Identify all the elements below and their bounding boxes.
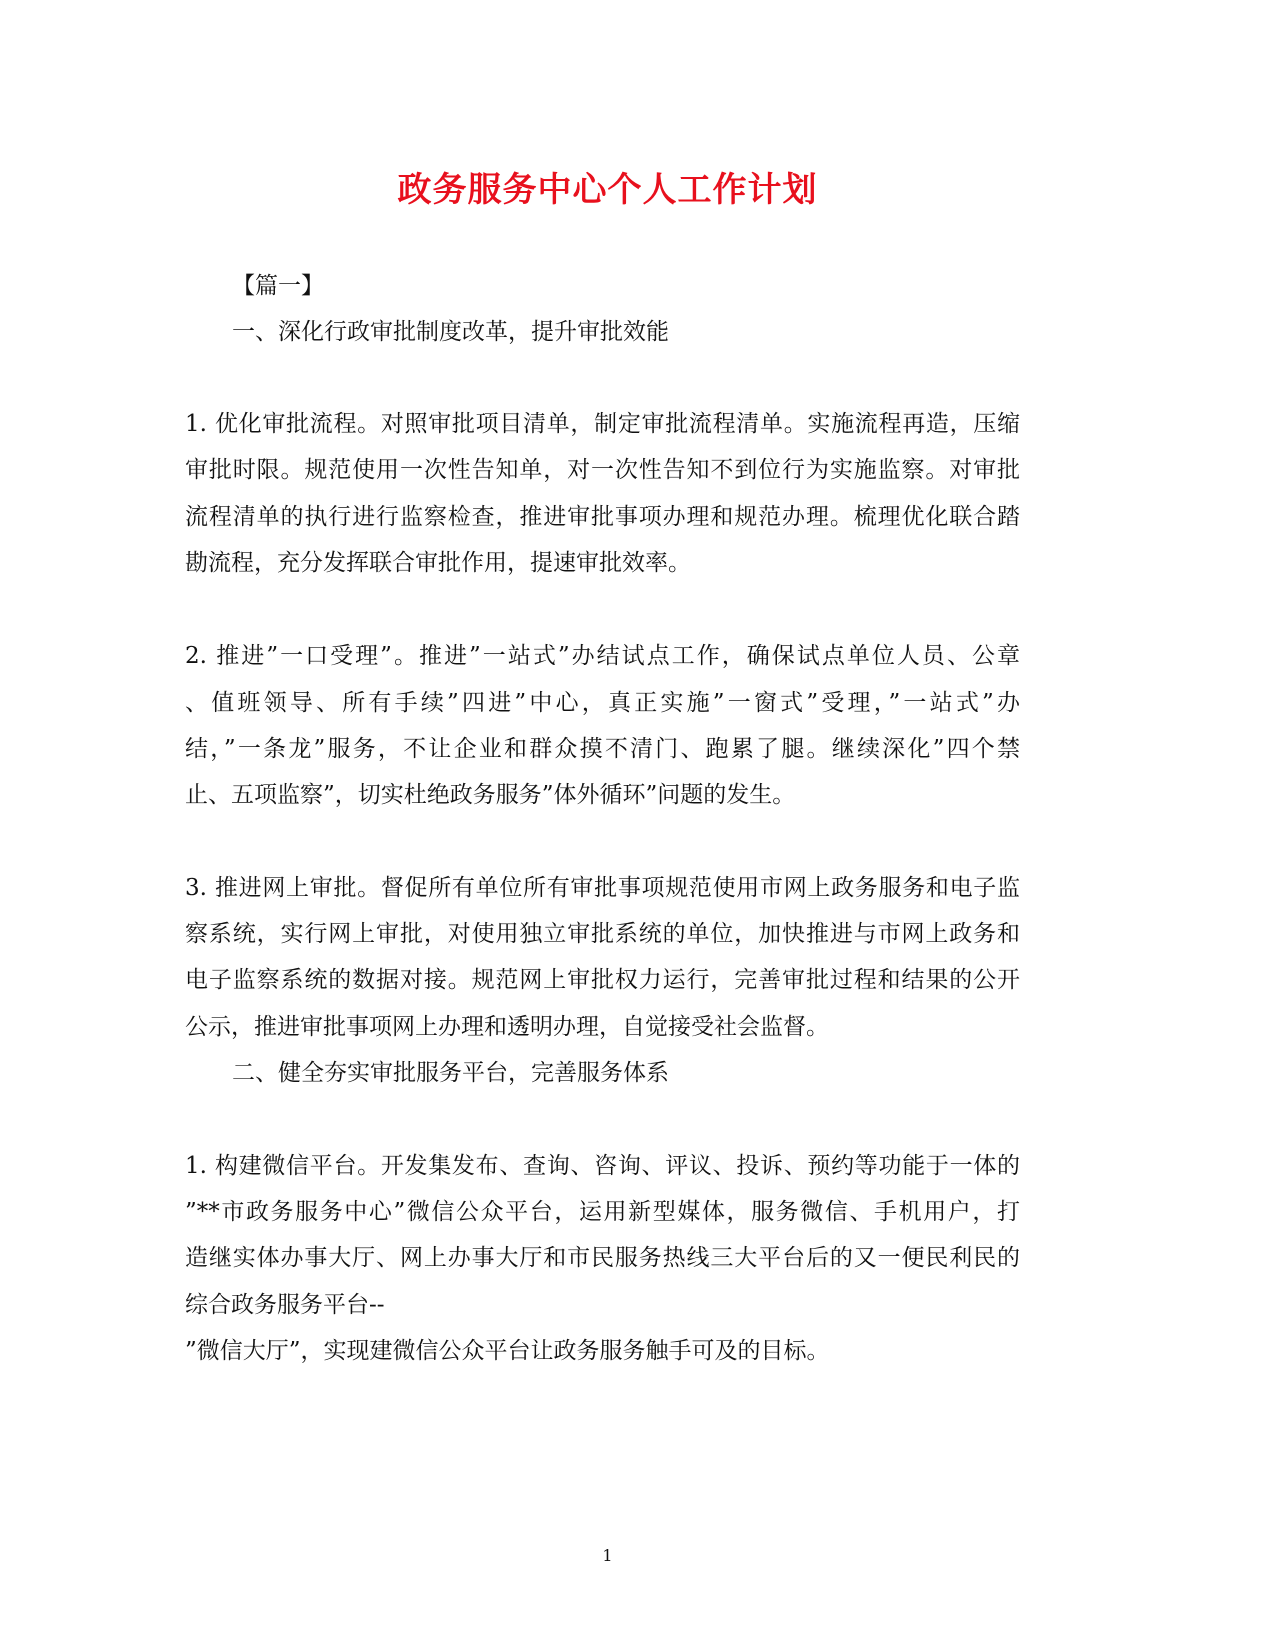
paragraph-line: 审批时限。规范使用一次性告知单，对一次性告知不到位行为实施监察。对审批 bbox=[185, 457, 1020, 483]
paragraph-line: 3. 推进网上审批。督促所有单位所有审批事项规范使用市网上政务服务和电子监 bbox=[185, 875, 1020, 901]
paragraph-line: 公示，推进审批事项网上办理和透明办理，自觉接受社会监督。 bbox=[185, 1014, 829, 1040]
paragraph-line: 勘流程，充分发挥联合审批作用，提速审批效率。 bbox=[185, 550, 691, 576]
paragraph-line: 流程清单的执行进行监察检查，推进审批事项办理和规范办理。梳理优化联合踏 bbox=[185, 504, 1020, 530]
paragraph-line: ”**市政务服务中心”微信公众平台，运用新型媒体，服务微信、手机用户，打 bbox=[185, 1199, 1020, 1225]
page-number: 1 bbox=[602, 1546, 613, 1565]
paragraph-line: 造继实体办事大厅、网上办事大厅和市民服务热线三大平台后的又一便民利民的 bbox=[185, 1245, 1020, 1271]
paragraph-line: 电子监察系统的数据对接。规范网上审批权力运行，完善审批过程和结果的公开 bbox=[185, 967, 1020, 993]
document-title: 政务服务中心个人工作计划 bbox=[397, 170, 818, 210]
paragraph-line: 2. 推进”一口受理”。推进”一站式”办结试点工作，确保试点单位人员、公章 bbox=[185, 643, 1020, 669]
paragraph-line: 、值班领导、所有手续”四进”中心，真正实施”一窗式”受理，”一站式”办 bbox=[185, 690, 1020, 716]
paragraph-line: 1. 优化审批流程。对照审批项目清单，制定审批流程清单。实施流程再造，压缩 bbox=[185, 411, 1020, 437]
paragraph-line: 止、五项监察”，切实杜绝政务服务”体外循环”问题的发生。 bbox=[185, 782, 796, 808]
paragraph-line: ”微信大厅”，实现建微信公众平台让政务服务触手可及的目标。 bbox=[185, 1338, 830, 1364]
section-heading: 二、健全夯实审批服务平台，完善服务体系 bbox=[232, 1060, 669, 1086]
paragraph-line: 察系统，实行网上审批，对使用独立审批系统的单位，加快推进与市网上政务和 bbox=[185, 921, 1020, 947]
section-heading: 一、深化行政审批制度改革，提升审批效能 bbox=[232, 319, 669, 345]
paragraph-line: 结，”一条龙”服务，不让企业和群众摸不清门、跑累了腿。继续深化”四个禁 bbox=[185, 736, 1020, 762]
paragraph-line: 1. 构建微信平台。开发集发布、查询、咨询、评议、投诉、预约等功能于一体的 bbox=[185, 1153, 1020, 1179]
paragraph-line: 综合政务服务平台-- bbox=[185, 1292, 385, 1318]
section-marker: 【篇一】 bbox=[232, 273, 324, 299]
